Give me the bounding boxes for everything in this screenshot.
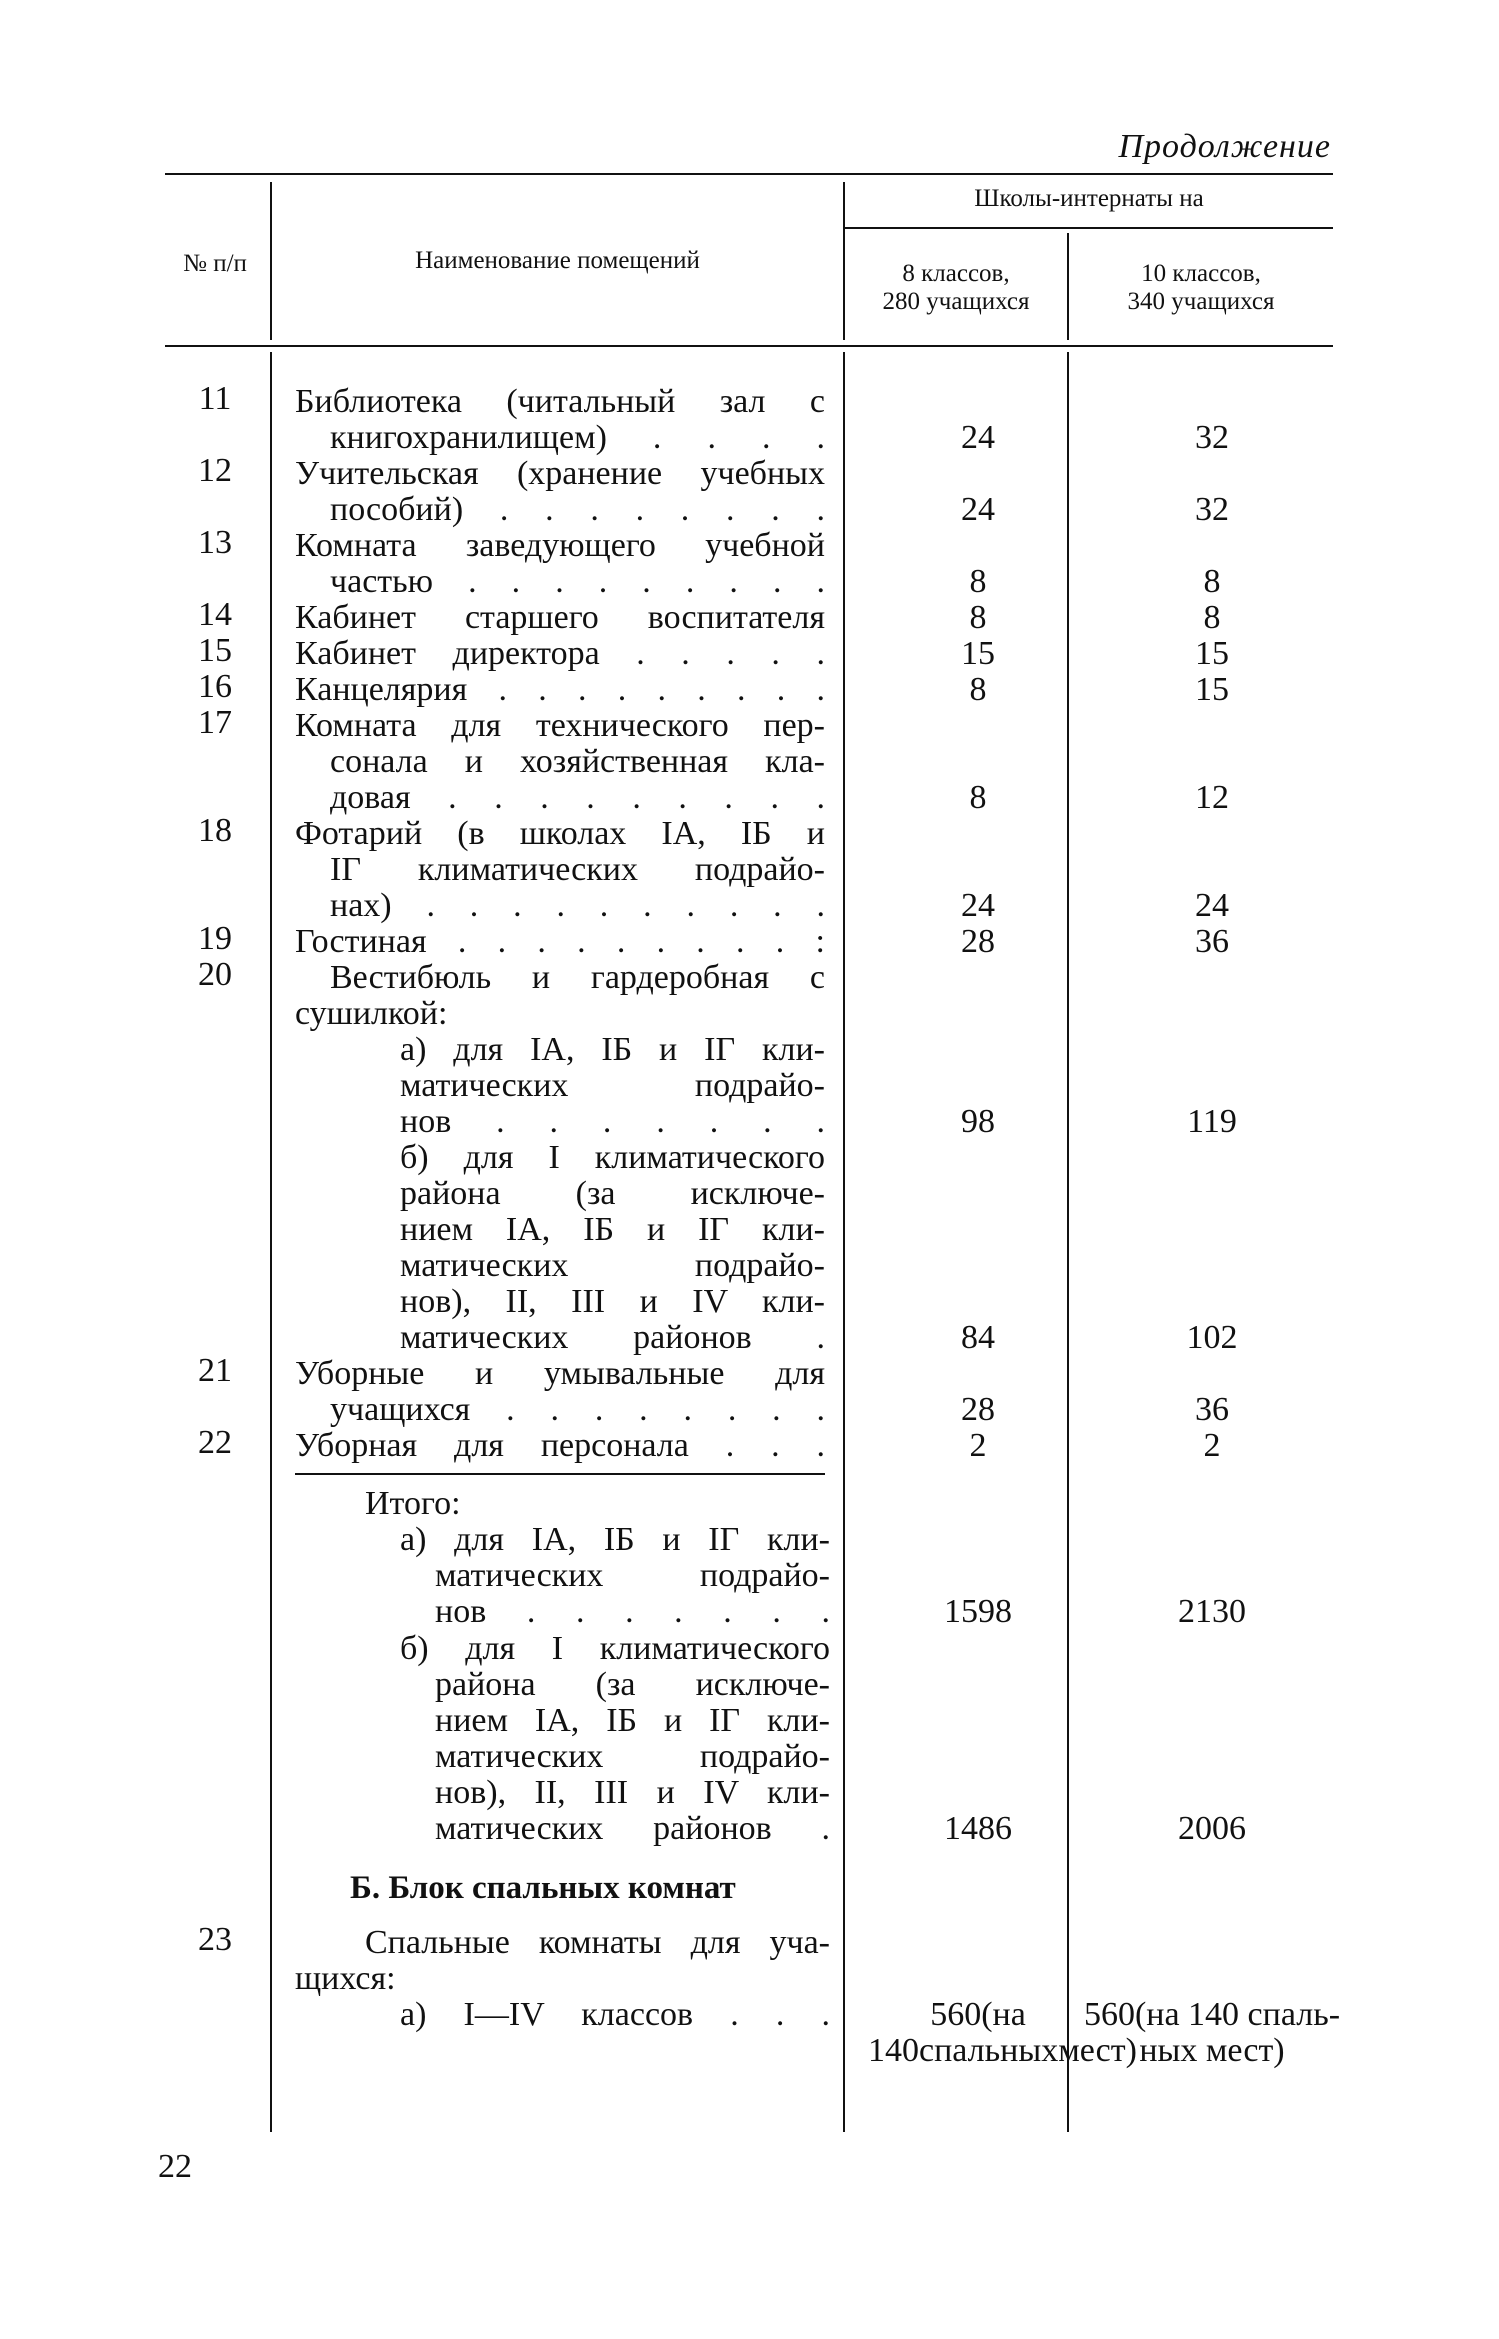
- header-col-a: [845, 260, 1067, 316]
- row-value-a: 28: [961, 923, 995, 960]
- row-value-b: 15: [1195, 671, 1229, 708]
- row-value-a: 28: [961, 1391, 995, 1428]
- row-name: [295, 528, 825, 600]
- row-name-line: Канцелярия . . . . . . . . .: [295, 671, 825, 708]
- total-b-col-a: 1486: [944, 1810, 1012, 1847]
- row-name: [295, 960, 825, 1032]
- row-name-line: матических районов .: [400, 1319, 825, 1356]
- row-value-b: 36: [1195, 923, 1229, 960]
- row-name-line: учащихся . . . . . . . .: [330, 1391, 825, 1428]
- line: Спальные комнаты для уча-: [365, 1924, 830, 1961]
- row-value-b: 8: [1203, 563, 1221, 600]
- row-value-b: 36: [1195, 1391, 1229, 1428]
- row-name-line: Библиотека (читальный зал с: [295, 383, 825, 420]
- line: (на 140: [868, 1996, 1026, 2069]
- row-value-b: 2: [1203, 1427, 1221, 1464]
- line: мест): [1058, 2032, 1137, 2069]
- total-item-a: [400, 1522, 830, 1630]
- header-col-b-line1: 10 классов,: [1141, 260, 1261, 287]
- header-group: Школы-интернаты на: [974, 185, 1204, 212]
- row-value-a: 2: [969, 1427, 987, 1464]
- total-a-col-b: 2130: [1178, 1593, 1246, 1630]
- line: района (за исключе-: [435, 1666, 830, 1703]
- line: (на 140 спаль-: [1134, 1996, 1341, 2033]
- total-b-col-b: 2006: [1178, 1810, 1246, 1847]
- row-name: [295, 600, 825, 636]
- line: нием IА, IБ и IГ кли-: [435, 1702, 830, 1739]
- row-value-a: 84: [961, 1319, 995, 1356]
- row-name-line: матических подрайо-: [400, 1067, 825, 1104]
- row-name: [295, 924, 825, 960]
- row-name-line: нов . . . . . . .: [400, 1103, 825, 1140]
- line: щихся:: [295, 1960, 396, 1997]
- line: матических подрайо-: [435, 1557, 830, 1594]
- row-num-23: 23: [198, 1921, 232, 1958]
- row-value-b: 119: [1187, 1103, 1237, 1140]
- row-num: 14: [198, 596, 232, 633]
- row-value-a: 8: [969, 599, 987, 636]
- section-title: Б. Блок спальных комнат: [350, 1870, 736, 1906]
- row-name: [400, 1032, 825, 1140]
- line: спальных: [919, 2032, 1059, 2069]
- row-value-a: 24: [961, 491, 995, 528]
- row-name: [295, 1428, 825, 1464]
- row-name-line: пособий) . . . . . . . .: [330, 491, 825, 528]
- section-col-a: [868, 1996, 1137, 2069]
- row-value-b: 32: [1195, 491, 1229, 528]
- row-value-a: 24: [961, 887, 995, 924]
- header-col-a-line2: 280 учащихся: [882, 288, 1030, 315]
- line: а) для IА, IБ и IГ кли-: [400, 1521, 830, 1558]
- row-num: 20: [198, 956, 232, 993]
- row-name: [400, 1140, 825, 1356]
- body-divider-1: [270, 352, 272, 2132]
- row-name-line: Гостиная . . . . . . . . . :: [295, 923, 825, 960]
- header-group-rule: [843, 227, 1333, 229]
- row-name-line: Комната заведующего учебной: [295, 527, 825, 564]
- row-name: [295, 708, 825, 816]
- row-name-line: Вестибюль и гардеробная с: [330, 959, 825, 996]
- row-value-a: 98: [961, 1103, 995, 1140]
- header-col-b: [1069, 260, 1333, 316]
- row-name-line: нием IА, IБ и IГ кли-: [400, 1211, 825, 1248]
- row-name-line: довая . . . . . . . . .: [330, 779, 825, 816]
- row-value-b: 102: [1186, 1319, 1238, 1356]
- row-name-line: частью . . . . . . . . .: [330, 563, 825, 600]
- header-col-num: № п/п: [183, 250, 247, 277]
- section-sub-text: а) I—IV классов . . .: [400, 1996, 830, 2033]
- row-value-b: 8: [1203, 599, 1221, 636]
- total-a-col-a: 1598: [944, 1593, 1012, 1630]
- header-col-name: Наименование помещений: [415, 247, 700, 274]
- body-divider-2: [843, 352, 845, 2132]
- row-name-line: Фотарий (в школах IА, IБ и: [295, 815, 825, 852]
- total-item-b: [400, 1631, 830, 1847]
- row-num: 13: [198, 524, 232, 561]
- row-name-line: сушилкой:: [295, 995, 448, 1032]
- row-num: 15: [198, 632, 232, 669]
- row-num: 22: [198, 1424, 232, 1461]
- row-value-a: 24: [961, 419, 995, 456]
- row-name-line: книгохранилищем) . . . .: [330, 419, 825, 456]
- row-num: 18: [198, 812, 232, 849]
- continuation-label: Продолжение: [1118, 128, 1331, 165]
- header-bottom-rule: [165, 345, 1333, 347]
- line: 560: [1083, 1996, 1135, 2033]
- total-label: Итого:: [365, 1485, 461, 1522]
- line: матических районов .: [435, 1810, 830, 1847]
- row-value-b: 32: [1195, 419, 1229, 456]
- row-num: 19: [198, 920, 232, 957]
- row-value-a: 8: [969, 563, 987, 600]
- line: матических подрайо-: [435, 1738, 830, 1775]
- total-rule: [295, 1473, 825, 1475]
- row-name-line: Кабинет старшего воспитателя: [295, 599, 825, 636]
- row-name-line: нов), II, III и IV кли-: [400, 1283, 825, 1320]
- row-name-line: района (за исключе-: [400, 1175, 825, 1212]
- page-number: 22: [158, 2148, 192, 2185]
- row-name: [295, 456, 825, 528]
- row-value-a: 8: [969, 671, 987, 708]
- row-name: [295, 636, 825, 672]
- row-num: 12: [198, 452, 232, 489]
- row-num: 17: [198, 704, 232, 741]
- line: нов), II, III и IV кли-: [435, 1774, 830, 1811]
- row-value-b: 24: [1195, 887, 1229, 924]
- row-name-line: Учительская (хранение учебных: [295, 455, 825, 492]
- row-name-line: матических подрайо-: [400, 1247, 825, 1284]
- section-col-b: [1080, 1997, 1344, 2069]
- row-value-b: 15: [1195, 635, 1229, 672]
- row-name-line: Уборная для персонала . . .: [295, 1427, 825, 1464]
- row-num: 21: [198, 1352, 232, 1389]
- row-name: [295, 1356, 825, 1428]
- line: б) для I климатического: [400, 1630, 830, 1667]
- line: ных мест): [1139, 2032, 1285, 2069]
- header-col-a-line1: 8 классов,: [902, 260, 1010, 287]
- row-value-a: 15: [961, 635, 995, 672]
- row-num: 16: [198, 668, 232, 705]
- row-name-line: нах) . . . . . . . . . .: [330, 887, 825, 924]
- row-name-line: б) для I климатического: [400, 1139, 825, 1176]
- row-value-b: 12: [1195, 779, 1229, 816]
- row-name: [295, 816, 825, 924]
- row-name-line: Кабинет директора . . . . .: [295, 635, 825, 672]
- row-value-a: 8: [969, 779, 987, 816]
- row-name: [295, 672, 825, 708]
- row-num: 11: [198, 380, 232, 417]
- row-name-line: Уборные и умывальные для: [295, 1355, 825, 1392]
- header-col-b-line2: 340 учащихся: [1127, 288, 1275, 315]
- section-row-name: [295, 1924, 830, 1997]
- section-sub-item: [400, 1997, 830, 2033]
- line: 560: [930, 1996, 982, 2033]
- row-name-line: Комната для технического пер-: [295, 707, 825, 744]
- row-name-line: IГ климатических подрайо-: [330, 851, 825, 888]
- header-top-rule: [165, 173, 1333, 175]
- row-name-line: сонала и хозяйственная кла-: [330, 743, 825, 780]
- row-name-line: а) для IА, IБ и IГ кли-: [400, 1031, 825, 1068]
- row-name: [295, 384, 825, 456]
- line: нов . . . . . . .: [435, 1593, 830, 1630]
